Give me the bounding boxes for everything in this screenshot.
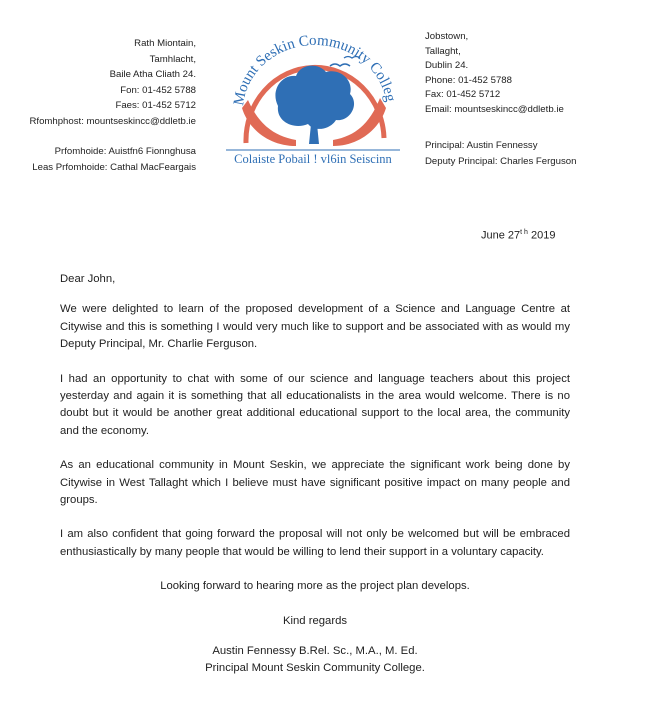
- english-principal: Principal: Austin Fennessy: [425, 140, 538, 151]
- logo-subtitle: Colaiste Pobail ! vl6in Seiscinn: [234, 152, 392, 166]
- english-address-line: Dublin 24.: [425, 60, 469, 71]
- letter-date: [481, 229, 555, 242]
- body-paragraph: We were delighted to learn of the proposed development of a Science and Language Centre at Citywise and this is something I would very much like to support and be associated with as would my Deputy Principal, Mr. Charlie Ferguson.: [60, 303, 570, 351]
- body-paragraph: I had an opportunity to chat with some of our science and language teachers about this project yesterday and again it is something that all educationalists in the area would welcome. There is no doubt but it would be another great additional educational support to the local area, the community and the economy.: [60, 372, 570, 437]
- irish-fax: Faes: 01-452 5712: [115, 100, 196, 112]
- date-year: 2019: [527, 229, 556, 242]
- english-address-block: [425, 30, 564, 117]
- irish-email: Rfomhphost: mountseskincc@ddletb.ie: [29, 115, 196, 127]
- salutation: Dear John,: [60, 273, 116, 285]
- letter-body: [60, 271, 570, 677]
- closing: Kind regards: [282, 614, 348, 627]
- bird-shape: [330, 64, 350, 66]
- date-month-day: June 27: [481, 229, 521, 242]
- irish-address-block: [6, 36, 196, 130]
- english-phone: Phone: 01-452 5788: [425, 74, 512, 86]
- irish-principal: Prfomhoide: Auistfn6 Fionnghusa: [54, 146, 196, 157]
- irish-deputy-principal: Leas Prfomhoide: Cathal MacFeargais: [32, 161, 196, 173]
- english-address-line: Tallaght,: [425, 45, 461, 57]
- school-logo: [218, 28, 408, 173]
- body-paragraph: I am also confident that going forward the proposal will not only be welcomed but will be embraced enthusiastically by many people that would be willing to lend their support in a voluntary capacity.: [60, 528, 570, 558]
- signature-name: Austin Fennessy B.Rel. Sc., M.A., M. Ed.: [212, 645, 418, 658]
- english-deputy-principal: Deputy Principal: Charles Ferguson: [425, 155, 577, 167]
- english-address-line: Jobstown,: [425, 31, 469, 42]
- irish-phone: Fon: 01-452 5788: [120, 84, 196, 96]
- english-fax: Fax: 01-452 5712: [425, 89, 501, 100]
- irish-address-line: Rath Miontain,: [134, 38, 196, 49]
- english-email: Email: mountseskincc@ddletb.ie: [425, 103, 564, 115]
- logo-arc-text-path: Mount Seskin Community Colleg: [231, 32, 399, 107]
- irish-address-line: Tamhlacht,: [149, 53, 196, 65]
- looking-forward-line: Looking forward to hearing more as the project plan develops.: [160, 580, 470, 593]
- signature-title: Principal Mount Seskin Community College.: [205, 662, 425, 675]
- english-principals-block: [425, 138, 576, 169]
- body-paragraph: As an educational community in Mount Seskin, we appreciate the significant work being done by Citywise in West Tallaght which I believe must have significant positive impact on many people and groups.: [60, 459, 570, 507]
- irish-principals-block: [0, 144, 196, 175]
- date-ordinal-suffix: t h: [520, 229, 528, 236]
- irish-address-line: Baile Atha Cliath 24.: [109, 69, 196, 81]
